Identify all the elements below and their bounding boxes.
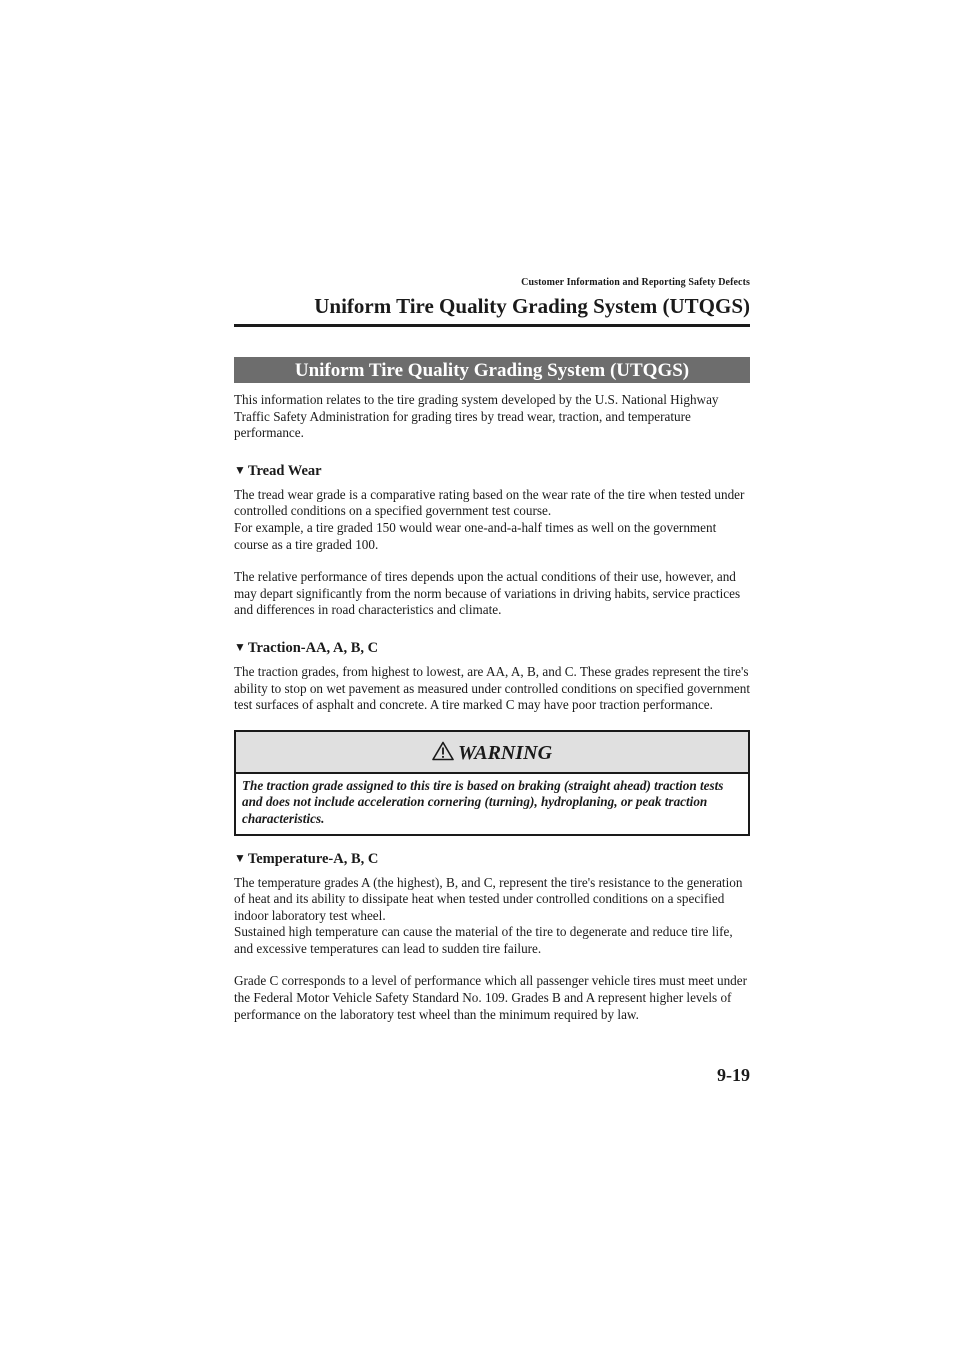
temperature-paragraph-3: Grade C corresponds to a level of performance which all passenger vehicle tires must meet under the Federal Motor Vehicle Safety Standard No. 109. Grades B and A represent higher levels of performance on the laboratory test wheel than the minimum required by law.: [234, 973, 748, 1022]
page-number: 9-19: [717, 1065, 750, 1085]
temperature-paragraph-2: Sustained high temperature can cause the material of the tire to degenerate and reduce tire life, and excessive temperatures can lead to sudden tire failure.: [234, 924, 733, 956]
traction-heading: [234, 639, 750, 657]
warning-title: [236, 732, 748, 772]
tread-wear-heading: [234, 462, 750, 480]
triangle-marker-icon: ▼: [234, 850, 246, 865]
warning-triangle-icon: [432, 741, 454, 761]
running-header: [234, 277, 750, 319]
temperature-heading-text: Temperature-A, B, C: [247, 850, 379, 867]
traction-heading-text: Traction-AA, A, B, C: [247, 639, 379, 656]
warning-title-text: WARNING: [457, 741, 553, 764]
chapter-subtitle: Customer Information and Reporting Safety Defects: [521, 277, 750, 288]
warning-text: The traction grade assigned to this tire is based on braking (straight ahead) traction tests and does not include acceleration cornering (turning), hydroplaning, or peak traction characteristics.: [242, 777, 724, 826]
section-title: Uniform Tire Quality Grading System (UTQGS): [234, 357, 750, 383]
tread-wear-paragraph-2: For example, a tire graded 150 would wear one-and-a-half times as well on the government course as a tire graded 100.: [234, 519, 717, 552]
triangle-marker-icon: ▼: [234, 462, 246, 477]
chapter-title: Uniform Tire Quality Grading System (UTQGS): [314, 294, 750, 318]
traction-paragraph: The traction grades, from highest to lowest, are AA, A, B, and C. These grades represent the tire's ability to stop on wet pavement as measured under controlled conditions on specified government test surfaces of asphalt and concrete. A tire marked C may have poor traction performance.: [234, 663, 751, 713]
page-content: [234, 392, 750, 1023]
tread-wear-heading-text: Tread Wear: [247, 462, 322, 479]
triangle-marker-icon: ▼: [234, 639, 246, 654]
tread-wear-paragraph-3: The relative performance of tires depends upon the actual conditions of their use, however, and may depart significantly from the norm because of variations in driving habits, service practices and differences in road characteristics and climate.: [234, 569, 741, 618]
warning-box: [234, 730, 750, 836]
temperature-paragraph-1: The temperature grades A (the highest), B, and C, represent the tire's resistance to the generation of heat and its ability to dissipate heat when tested under controlled conditions on a specified indoor laboratory test wheel.: [234, 874, 743, 923]
intro-paragraph: This information relates to the tire grading system developed by the U.S. National Highway Traffic Safety Administration for grading tires by tread wear, traction, and temperature performance.: [234, 392, 719, 441]
header-divider: [234, 324, 750, 327]
temperature-heading: [234, 850, 750, 868]
tread-wear-paragraph-1: The tread wear grade is a comparative rating based on the wear rate of the tire when tested under controlled conditions on a specified government test course.: [234, 486, 745, 519]
